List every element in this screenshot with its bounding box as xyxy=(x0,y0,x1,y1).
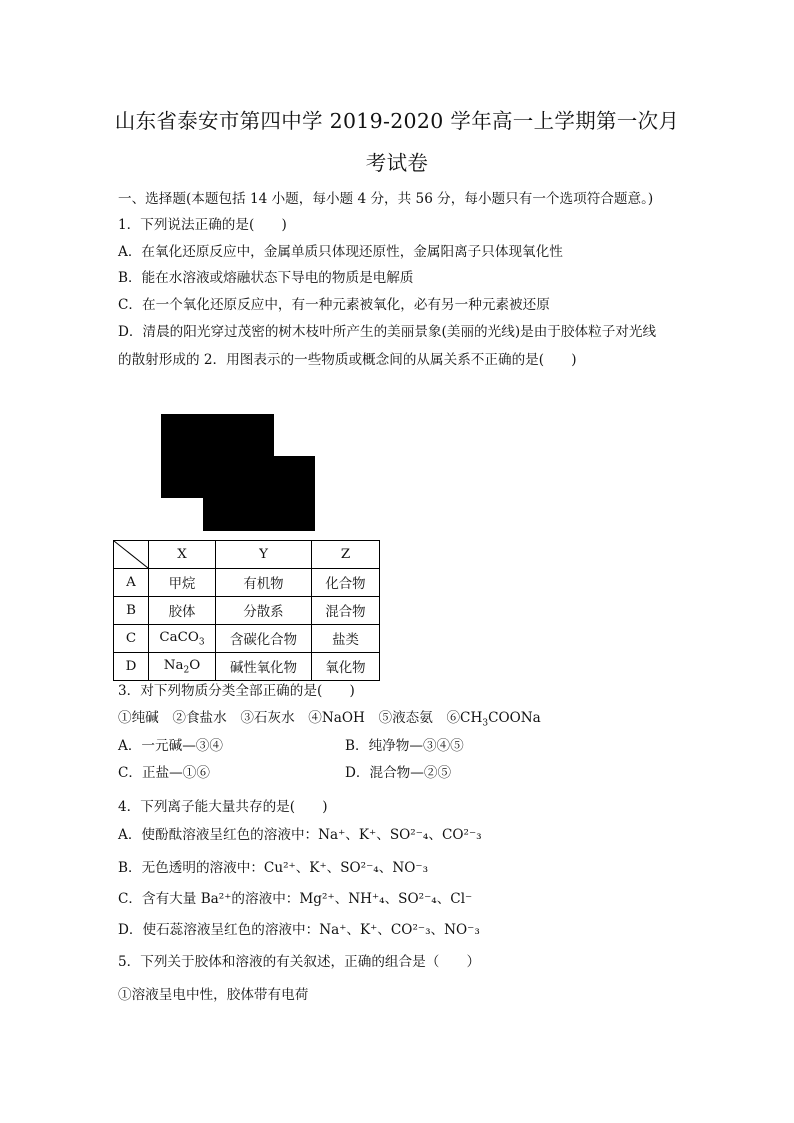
q3-items xyxy=(118,706,541,729)
formula-subscript: 3 xyxy=(482,718,489,729)
q4-option-b: B．无色透明的溶液中：Cu²⁺、K⁺、SO²⁻₄、NO⁻₃ xyxy=(118,860,429,876)
formula-text: Na xyxy=(163,657,184,673)
q4-stem: 4．下列离子能大量共存的是( ) xyxy=(118,799,328,815)
formula-text: CaCO xyxy=(159,629,199,645)
redaction-block xyxy=(203,456,315,531)
cell-z: 盐类 xyxy=(312,625,380,653)
cell-y: 有机物 xyxy=(216,569,312,597)
row-label: D xyxy=(114,653,149,681)
diagonal-corner-cell xyxy=(114,541,149,569)
q4-option-c: C．含有大量 Ba²⁺的溶液中：Mg²⁺、NH⁺₄、SO²⁻₄、Cl⁻ xyxy=(118,891,473,907)
table-row xyxy=(114,569,380,597)
cell-z: 氧化物 xyxy=(312,653,380,681)
title-line-1: 山东省泰安市第四中学 2019-2020 学年高一上学期第一次月 xyxy=(114,109,680,133)
diagonal-line-icon xyxy=(114,541,148,568)
classification-table xyxy=(113,540,380,681)
q1-option-d: D．清晨的阳光穿过茂密的树木枝叶所产生的美丽景象(美丽的光线)是由于胶体粒子对光线 xyxy=(118,324,657,340)
formula-subscript: 3 xyxy=(198,637,205,648)
q1-stem: 1．下列说法正确的是( ) xyxy=(118,217,287,233)
q4-option-a: A．使酚酞溶液呈红色的溶液中：Na⁺、K⁺、SO²⁻₄、CO²⁻₃ xyxy=(118,827,482,843)
q4-option-d: D．使石蕊溶液呈红色的溶液中：Na⁺、K⁺、CO²⁻₃、NO⁻₃ xyxy=(118,922,480,938)
formula-subscript: 2 xyxy=(183,665,190,676)
q1-option-a: A．在氧化还原反应中，金属单质只体现还原性，金属阳离子只体现氧化性 xyxy=(118,244,563,260)
cell-x xyxy=(149,625,216,653)
q1-option-b: B．能在水溶液或熔融状态下导电的物质是电解质 xyxy=(118,270,414,286)
cell-y: 含碳化合物 xyxy=(216,625,312,653)
q3-option-d: D．混合物—②⑤ xyxy=(345,765,452,781)
row-label: B xyxy=(114,597,149,625)
q3-stem: 3．对下列物质分类全部正确的是( ) xyxy=(118,683,355,699)
header-x: X xyxy=(149,541,216,569)
cell-y: 碱性氧化物 xyxy=(216,653,312,681)
header-z: Z xyxy=(312,541,380,569)
items-text: COONa xyxy=(488,710,541,726)
table-row xyxy=(114,625,380,653)
q1-option-c: C．在一个氧化还原反应中，有一种元素被氧化，必有另一种元素被还原 xyxy=(118,297,550,313)
cell-z: 化合物 xyxy=(312,569,380,597)
q3-option-a: A．一元碱—③④ xyxy=(118,738,223,754)
table-header-row xyxy=(114,541,380,569)
q1-option-d-cont: 的散射形成的 2．用图表示的一些物质或概念间的从属关系不正确的是( ) xyxy=(118,352,577,368)
cell-x: 胶体 xyxy=(149,597,216,625)
q3-option-b: B．纯净物—③④⑤ xyxy=(345,738,464,754)
items-text: ①纯碱 ②食盐水 ③石灰水 ④NaOH ⑤液态氨 ⑥CH xyxy=(118,710,483,726)
cell-z: 混合物 xyxy=(312,597,380,625)
row-label: A xyxy=(114,569,149,597)
cell-x xyxy=(149,653,216,681)
header-y: Y xyxy=(216,541,312,569)
cell-x: 甲烷 xyxy=(149,569,216,597)
table-row xyxy=(114,653,380,681)
q5-item-1: ①溶液呈电中性，胶体带有电荷 xyxy=(118,987,309,1003)
formula-text: O xyxy=(189,657,201,673)
row-label: C xyxy=(114,625,149,653)
section-heading: 一、选择题(本题包括 14 小题，每小题 4 分，共 56 分，每小题只有一个选项符合题意。) xyxy=(118,191,654,207)
q3-option-c: C．正盐—①⑥ xyxy=(118,765,210,781)
table-row xyxy=(114,597,380,625)
q5-stem: 5．下列关于胶体和溶液的有关叙述，正确的组合是（ ） xyxy=(118,954,481,970)
cell-y: 分散系 xyxy=(216,597,312,625)
title-line-2: 考试卷 xyxy=(365,151,429,175)
